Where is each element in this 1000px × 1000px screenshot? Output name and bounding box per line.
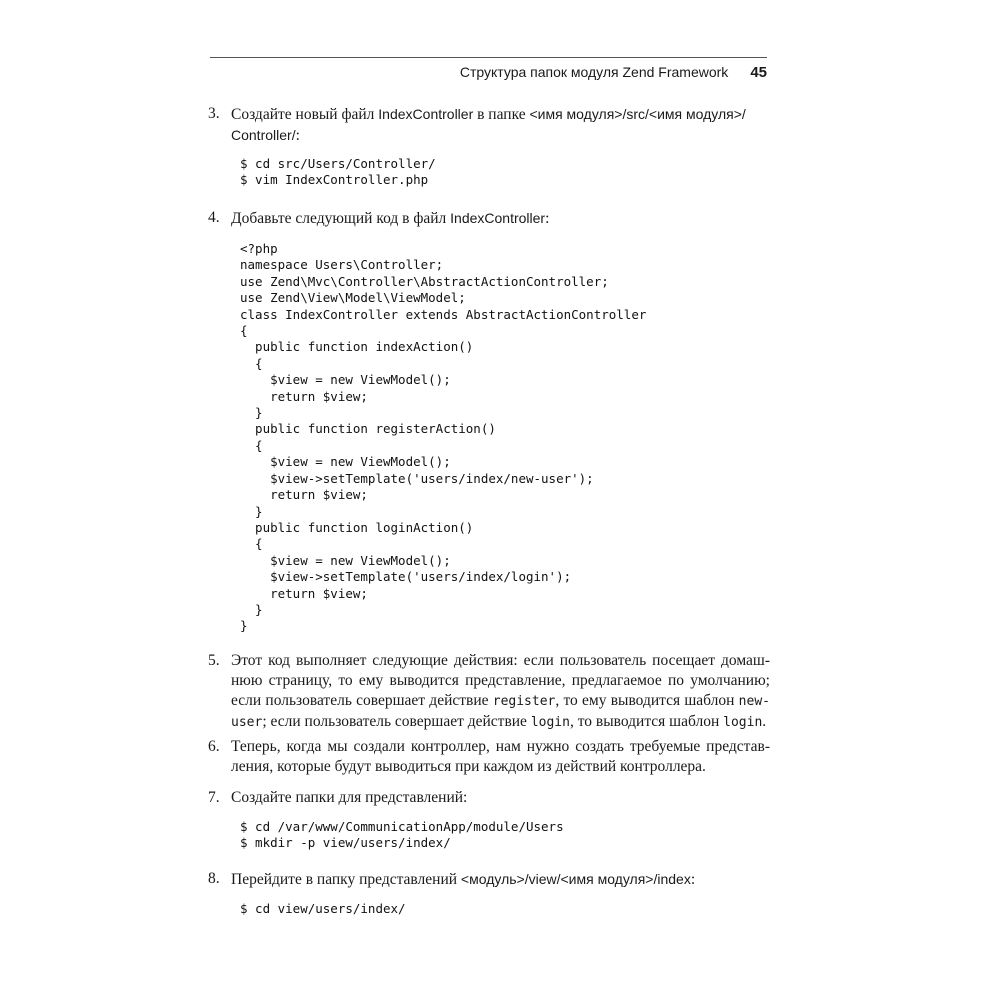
text-run: : <box>295 127 300 144</box>
step-text <box>231 104 770 146</box>
step-number: 4. <box>208 209 220 226</box>
step-8 <box>208 869 770 890</box>
step-6 <box>208 737 770 777</box>
text-run: : <box>545 210 550 227</box>
inline-code: login <box>723 715 763 730</box>
page-number: 45 <box>750 64 767 81</box>
text-run: ; если пользователь совершает действие <box>262 713 531 730</box>
step-text <box>231 651 770 733</box>
header-rule <box>210 57 767 58</box>
code-block-mkdir: $ cd /var/www/CommunicationApp/module/Users $ mkdir -p view/users/index/ <box>240 819 564 851</box>
step-number: 6. <box>208 738 220 755</box>
text-line <box>231 691 770 712</box>
step-text <box>231 788 770 808</box>
inline-code: register <box>492 694 556 709</box>
step-number: 8. <box>208 870 220 887</box>
running-header <box>210 61 767 83</box>
text-run: , то выводится шаблон <box>569 713 724 730</box>
text-line: Теперь, когда мы создали контроллер, нам нужно создать требуемые представ- <box>231 738 770 755</box>
code-block-cd-controller: $ cd src/Users/Controller/ $ vim IndexController.php <box>240 156 436 188</box>
text-line: нюю страницу, то ему выводится представление, предлагаемое по умолчанию; <box>231 672 770 689</box>
code-block-index-controller: <?php namespace Users\Controller; use Zend\Mvc\Controller\AbstractActionController; use Zend\View\Model\ViewModel; class IndexController extends AbstractActionController { public function indexAction() { $view = new ViewModel(); return $view; } public function registerAction() { $view = new ViewModel(); $view->setTemplate('users/index/new-user'); return $view; } public function loginAction() { $view = new ViewModel(); $view->setTemplate('users/index/login'); return $view; } } <box>240 241 647 634</box>
inline-code: login <box>530 715 570 730</box>
inline-code: Controller/ <box>231 127 296 143</box>
text-run: Добавьте следующий код в файл <box>231 210 451 227</box>
inline-code: user <box>231 715 263 730</box>
step-4 <box>208 208 770 229</box>
step-3 <box>208 104 770 146</box>
inline-code: <имя модуля>/src/<имя модуля>/ <box>529 106 746 122</box>
step-text <box>231 208 770 229</box>
text-line <box>231 712 770 733</box>
step-number: 5. <box>208 652 220 669</box>
step-5 <box>208 651 770 733</box>
step-number: 7. <box>208 789 220 806</box>
step-text <box>231 869 770 890</box>
text-run: Перейдите в папку представлений <box>231 871 461 888</box>
inline-code: IndexController <box>450 210 546 226</box>
step-7 <box>208 788 770 808</box>
text-line: ления, которые будут выводиться при каждом из действий контроллера. <box>231 758 706 775</box>
code-block-cd-view: $ cd view/users/index/ <box>240 901 406 916</box>
inline-code: IndexController <box>378 106 474 122</box>
inline-code: new- <box>738 694 770 709</box>
step-text <box>231 737 770 777</box>
text-line: Создайте папки для представлений: <box>231 789 468 806</box>
running-header-title: Структура папок модуля Zend Framework <box>459 64 729 80</box>
step-number: 3. <box>208 105 220 122</box>
text-run: если пользователь совершает действие <box>231 692 493 709</box>
text-run: . <box>762 713 767 730</box>
text-run: : <box>690 871 696 888</box>
text-run: Создайте новый файл <box>231 106 379 123</box>
text-run: , то ему выводится шаблон <box>555 692 739 709</box>
text-line: Этот код выполняет следующие действия: если пользователь посещает домаш- <box>231 652 770 669</box>
inline-code: <модуль>/view/<имя модуля>/index <box>460 871 691 887</box>
text-run: в папке <box>473 106 530 123</box>
